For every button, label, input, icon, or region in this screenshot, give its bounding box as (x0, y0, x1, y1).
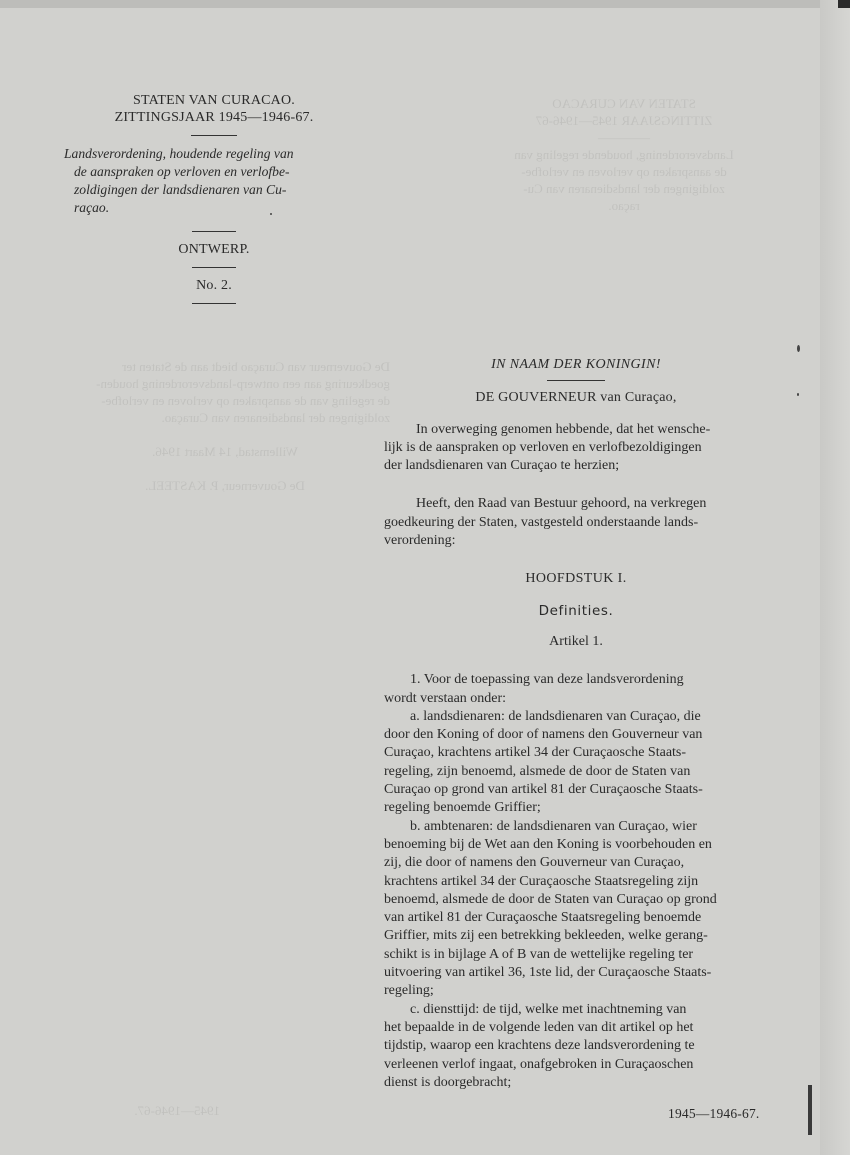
body-divider (547, 380, 605, 381)
paper-speck (797, 393, 799, 396)
text-line: lijk is de aanspraken op verloven en verlofbezoldigingen (384, 439, 702, 455)
royal-invocation: IN NAAM DER KONINGIN! (491, 357, 661, 372)
text-line: 1. Voor de toepassing van deze landsverordening (410, 672, 684, 688)
text-line: c. diensttijd: de tijd, welke met inachtneming van (410, 1001, 687, 1017)
text-line: Griffier, mits zij een betrekking bekleeden, welke gerang- (384, 928, 708, 944)
page-right-edge (820, 0, 850, 1155)
draft-label: ONTWERP. (178, 242, 250, 257)
article-heading: Artikel 1. (549, 633, 603, 649)
header-session: ZITTINGSJAAR 1945—1946-67. (114, 110, 314, 125)
bleed-through-body: De Gouverneur van Curaçao biedt aan de Staten ter goedkeuring aan een ontwerp-landsverordening houden- de regeling van de aanspraken op verloven en verlofbe- zoldigingen der landsdienaren van Curaçao. Willemstad, 14 Maart 1946. De Gouverneur, P. KASTEEL. (96, 359, 390, 493)
text-line: b. ambtenaren: de landsdienaren van Curaçao, wier (410, 818, 697, 834)
binding-mark-bottom (808, 1085, 812, 1135)
text-line: Curaçao, krachtens artikel 34 der Curaçaosche Staats- (384, 745, 687, 761)
text-line: regeling benoemde Griffier; (384, 800, 541, 816)
page-footer-session: 1945—1946-67. (668, 1106, 760, 1121)
text-line: tijdstip, waarop een krachtens deze landsverordening te (384, 1038, 695, 1054)
page-top-edge (0, 0, 850, 8)
text-line: door den Koning of door of namens den Gouverneur van (384, 727, 703, 743)
definition-item-c (384, 1001, 768, 1092)
text-line: regeling; (384, 983, 434, 999)
enacting-paragraph (384, 495, 768, 550)
subject-description (64, 145, 364, 217)
text-line: het bepaalde in de volgende leden van dit artikel op het (384, 1019, 694, 1035)
subject-line: raçao. (74, 200, 110, 215)
text-line: benoemd, alsmede de door de Staten van Curaçao op grond (384, 891, 717, 907)
bleed-through-footer: 1945—1946-67. (134, 1103, 220, 1118)
text-line: van artikel 81 der Curaçaosche Staatsregeling benoemde (384, 910, 702, 926)
text-line: goedkeuring der Staten, vastgesteld onderstaande lands- (384, 514, 699, 530)
considering-paragraph (384, 421, 768, 476)
text-line: der landsdienaren van Curaçao te herzien; (384, 458, 620, 474)
header-title: STATEN VAN CURACAO. (132, 93, 296, 108)
subject-line: de aanspraken op verloven en verlofbe- (74, 164, 290, 179)
text-line: In overweging genomen hebbende, dat het wensche- (416, 421, 711, 437)
definition-item-b (384, 818, 768, 1001)
header-divider (191, 135, 237, 136)
text-line: wordt verstaan onder: (384, 690, 507, 706)
header-divider (192, 231, 236, 232)
draft-number: No. 2. (196, 278, 232, 293)
subject-line: Landsverordening, houdende regeling van (64, 146, 294, 161)
clause-1 (384, 671, 768, 708)
text-line: regeling, zijn benoemd, alsmede de door de Staten van (384, 763, 691, 779)
text-line: Heeft, den Raad van Bestuur gehoord, na verkregen (416, 496, 707, 512)
text-line: schikt is in bijlage A of B van de wettelijke regeling ter (384, 946, 694, 962)
text-line: uitvoering van artikel 36, 1ste lid, der Curaçaosche Staats- (384, 965, 712, 981)
header-divider (192, 303, 236, 304)
definitions-heading: Definities. (538, 602, 614, 619)
governor-heading: DE GOUVERNEUR van Curaçao, (475, 390, 677, 406)
header-divider (192, 267, 236, 268)
text-line: zij, die door of namens den Gouverneur van Curaçao, (384, 855, 685, 871)
binding-mark-top (838, 0, 850, 8)
paper-speck (797, 345, 800, 352)
document-body (384, 356, 768, 1092)
text-line: krachtens artikel 34 der Curaçaosche Staatsregeling zijn (384, 873, 699, 889)
text-line: verleenen verlof ingaat, onafgebroken in Curaçaoschen (384, 1056, 694, 1072)
chapter-heading: HOOFDSTUK I. (525, 571, 627, 587)
text-line: dienst is doorgebracht; (384, 1074, 512, 1090)
bleed-through-header: STATEN VAN CURACAO ZITTINGSJAAR 1945—1946-67 ———— Landsverordening, houdende regeling van de aanspraken op verloven en verlofbe- zoldigingen der landsdienaren van Cu- raçao. (514, 96, 734, 213)
text-line: verordening: (384, 533, 456, 549)
definition-item-a (384, 708, 768, 818)
subject-line: zoldigingen der landsdienaren van Cu- (74, 182, 287, 197)
document-header (64, 92, 364, 313)
text-line: Curaçao op grond van artikel 81 der Curaçaosche Staats- (384, 782, 703, 798)
text-line: benoeming bij de Wet aan den Koning is voorbehouden en (384, 836, 712, 852)
text-line: a. landsdienaren: de landsdienaren van Curaçao, die (410, 708, 701, 724)
